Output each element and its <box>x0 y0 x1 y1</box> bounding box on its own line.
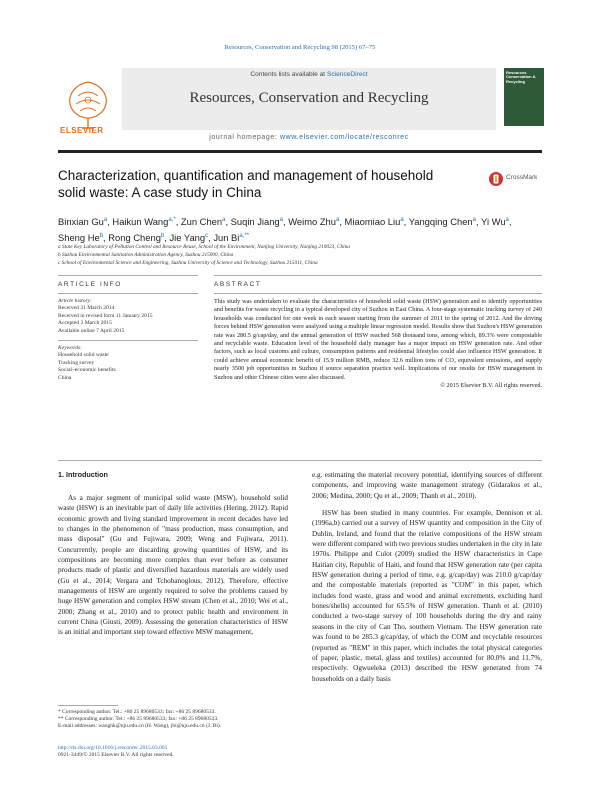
author-separator: , <box>283 216 289 228</box>
intro-paragraph-1: As a major segment of municipal solid waste (MSW), household solid waste (HSW) is an inevitable part of daily life activities (Hering, 2012). Rapid economic growth and living standard improvement in recent decades have led to changes in the phenomenon of "mass production, mass consumption, and mass disposal" (Gu and Fujiwara, 2009; Weng and Fujiwara, 2011). Concurrently, people are discarding growing quantities of HSW, and its compositions are becoming more complex than ever before as consumer products made of plastic and diversified hazardous materials are widely used (Gu et al., 2014; Vergara and Tchobanoglous, 2012). Therefore, effective managements of HSW are urgently required to solve the problems caused by huge HSW generation and complex HSW stream (Chen et al., 2010; Wei et al., 2000; Zhang et al., 2010) and to protect public health and environment in current China (Giusti, 2009). Assessing the generation characteristics of HSW is an initial and important step toward effective MSW management, <box>58 494 288 637</box>
author[interactable] <box>288 216 339 227</box>
article-info-label: ARTICLE INFO <box>58 281 122 288</box>
history-online: Available online 7 April 2015 <box>58 327 125 334</box>
author-list <box>58 213 538 245</box>
author[interactable] <box>231 216 283 227</box>
sciencedirect-link[interactable]: ScienceDirect <box>326 71 368 78</box>
author-affiliation-marker: a,* <box>168 217 176 223</box>
keyword-4: China <box>58 374 72 381</box>
history-revised: Received in revised form 11 January 2015 <box>58 312 153 319</box>
author-affiliation-marker: a <box>400 217 404 223</box>
author[interactable] <box>213 232 249 243</box>
affiliation-b: b Suzhou Environmental Sanitation Administration Agency, Suzhou 215000, China <box>58 252 234 258</box>
journal-homepage <box>122 134 496 141</box>
author-separator: , <box>164 232 170 244</box>
author-separator: , <box>476 216 482 228</box>
author-name: Binxian Gu <box>58 216 104 228</box>
author-name: Miaomiao Liu <box>344 216 401 228</box>
keywords-label: Keywords: <box>58 345 83 352</box>
author-affiliation-marker: a <box>103 217 108 223</box>
homepage-prefix: journal homepage: <box>209 134 280 141</box>
author-name: Sheng He <box>58 232 100 244</box>
journal-cover <box>504 68 544 126</box>
abstract-bottom-rule <box>58 460 542 461</box>
abstract-copyright: © 2015 Elsevier B.V. All rights reserved. <box>440 382 542 390</box>
author[interactable] <box>58 232 103 243</box>
footnote-rule <box>58 705 118 706</box>
journal-masthead <box>58 68 542 146</box>
keyword-1: Household solid waste <box>58 352 109 359</box>
author-affiliation-marker: a <box>335 217 340 223</box>
author[interactable] <box>108 232 164 243</box>
keyword-2: Tracking survey <box>58 359 95 366</box>
crossmark-badge[interactable] <box>488 170 542 188</box>
author-name: Zun Chen <box>180 216 223 228</box>
doi-link[interactable]: http://dx.doi.org/10.1016/j.resconrec.2015.03.001 <box>58 745 168 751</box>
author[interactable] <box>409 216 476 227</box>
journal-reference[interactable]: Resources, Conservation and Recycling 98 (2015) 67–75 <box>224 44 376 51</box>
crossmark-label: CrossMark <box>506 174 538 181</box>
author-name: Suqin Jiang <box>230 216 280 228</box>
footnote-1: * Corresponding author. Tel.: +86 25 89680533; fax: +86 25 89680533. <box>58 709 216 715</box>
author-name: Jie Yang <box>169 232 206 244</box>
footnote-email: E-mail addresses: wanghk@nju.edu.cn (H. Wang), jbi@nju.edu.cn (J. Bi). <box>58 723 222 730</box>
author[interactable] <box>112 216 175 227</box>
abstract-text: This study was undertaken to evaluate the characteristics of household solid waste (HSW) generation and to identify opportunities and benefits for waste recycling in a typical developed city of Suzhou in East China. A four-stage systematic tracking survey of 240 households was conducted for one week in each season starting from the summer of 2011 to the spring of 2012. And the driving forces behind HSW generation were analyzed using a multiple linear regression model. Results show that Suzhou's HSW generation rate was 280.5 g/cap/day, and the annual generation of HSW reached 568 thousand tons, among which, 89.3% were compostable and recyclable waste. Education level of the household daily manager has a major impact on HSW generation rate. And other factors, such as local customs and culture, consumption patterns and residential lifestyles could also influence HSW generation. It could achieve annual economic benefit of 15.9 million RMB, reduce 32.6 million tons of CO₂ equivalent emissions, and supply nearly 3500 job opportunities in Suzhou if source separation practice well. Implications of our results for HSW management in Suzhou and other Chinese cities were also discussed. <box>214 298 542 381</box>
author-name: Yangqing Chen <box>408 216 473 228</box>
author-separator: , <box>508 216 512 228</box>
affiliation-a: a State Key Laboratory of Pollution Control and Resource Reuse, School of the Environment, Nanjing University, Nanjing 210023, China <box>58 244 350 250</box>
abstract-top-rule <box>214 275 542 276</box>
article-meta <box>58 745 288 759</box>
author-separator: , <box>339 216 345 228</box>
author-affiliation-marker: a <box>279 217 283 223</box>
author[interactable] <box>181 216 226 227</box>
intro-paragraph-2: e.g. estimating the material recovery potential, identifying sources of different components, and improving waste management strategy (Gidarakos et al., 2006; Medina, 2000; Qu et al., 2009; Thanh et al., 2010). <box>312 471 542 500</box>
intro-left-column <box>58 470 288 638</box>
author[interactable] <box>345 216 404 227</box>
author-name: Yi Wu <box>481 216 506 228</box>
article-info-section <box>58 275 198 382</box>
history-accepted: Accepted 3 March 2015 <box>58 320 112 327</box>
author[interactable] <box>58 216 107 227</box>
contents-prefix: Contents lists available at <box>250 71 327 78</box>
affiliations <box>58 243 538 267</box>
author[interactable] <box>481 216 509 227</box>
author-affiliation-marker: a <box>505 217 509 223</box>
homepage-link[interactable]: www.elsevier.com/locate/resconrec <box>280 134 409 141</box>
author-separator: , <box>403 216 409 228</box>
author-affiliation-marker: a <box>222 217 226 223</box>
author-separator: , <box>208 232 214 244</box>
abstract-rule <box>214 293 542 294</box>
cover-title: Resources Conservation & Recycling <box>506 70 536 84</box>
author-affiliation-marker: b <box>99 233 104 240</box>
author-affiliation-marker: b <box>160 233 165 240</box>
author-name: Jun Bi <box>213 232 240 244</box>
keywords-rule <box>58 340 198 341</box>
article-history <box>58 298 198 335</box>
author-name: Weimo Zhu <box>288 216 336 228</box>
affiliation-c: c School of Environmental Science and Engineering, Suzhou University of Science and Technology, Suzhou 215011, China <box>58 260 318 266</box>
publisher-name: ELSEVIER <box>60 126 104 135</box>
author-affiliation-marker: a,** <box>239 233 250 240</box>
author-name: Rong Cheng <box>108 232 161 244</box>
intro-right-column <box>312 470 542 684</box>
journal-title: Resources, Conservation and Recycling <box>189 90 429 106</box>
footnote-2: ** Corresponding author. Tel.: +86 25 89680533; fax: +86 25 89680533. <box>58 716 219 723</box>
author-separator: , <box>225 216 231 228</box>
author-separator: , <box>103 232 109 244</box>
footnotes <box>58 705 288 731</box>
keyword-3: Social–economic benefits <box>58 367 116 374</box>
article-title: Characterization, quantification and management of household solid waste: A case study in China <box>58 168 434 200</box>
author-separator: , <box>175 216 181 228</box>
article-info-rule <box>58 293 198 294</box>
history-label: Article history: <box>58 298 93 304</box>
intro-heading: 1. Introduction <box>58 470 108 479</box>
author[interactable] <box>169 232 208 243</box>
author-separator: , <box>107 216 113 228</box>
author-name: Haikun Wang <box>112 216 169 228</box>
masthead-divider <box>58 150 542 153</box>
issn-line: 0921-3449/© 2015 Elsevier B.V. All rights reserved. <box>58 752 174 759</box>
history-received: Received 31 March 2014 <box>58 305 115 312</box>
keywords <box>58 345 198 382</box>
intro-paragraph-3: HSW has been studied in many countries. For example, Dennison et al. (1996a,b) carried out a survey of HSW quantity and composition in the City of Dublin, Ireland, and found that the relative compositions of the HSW stream were different compared with two previous studies undertaken in the city in late 1970s. Philippe and Culot (2009) studied the HSW characteristics in Cape Haitian city, Republic of Haiti, and found that HSW generation rate (per capita HSW generation during a period of time, e.g. g/cap/day) was 210.0 g/cap/day and the compostable materials (reported as "COM" in this paper, which includes food waste, grass and wood and animal excrements, excluding hard bones/shells) accounted for 65.5% of HSW generation. Thanh et al. (2010) conducted a two-stage survey of 100 households during the dry and rainy seasons in the city of Can Tho, southern Vietnam. The HSW generation rate was found to be 285.3 g/cap/day, of which the COM and recyclable resources (reported as "REM" in this paper, which includes the total physical categories of paper, plastic, metal, glass and textiles) accounted for 80.0% and 11.7%, respectively. Ogwueleka (2013) described the HSW generated from 74 households on a daily basis <box>312 509 542 683</box>
abstract-label: ABSTRACT <box>214 281 262 288</box>
author-affiliation-marker: a <box>472 217 476 223</box>
abstract-section <box>214 275 542 390</box>
contents-line <box>122 71 496 78</box>
author-affiliation-marker: c <box>205 233 209 240</box>
article-info-top-rule <box>58 275 198 276</box>
